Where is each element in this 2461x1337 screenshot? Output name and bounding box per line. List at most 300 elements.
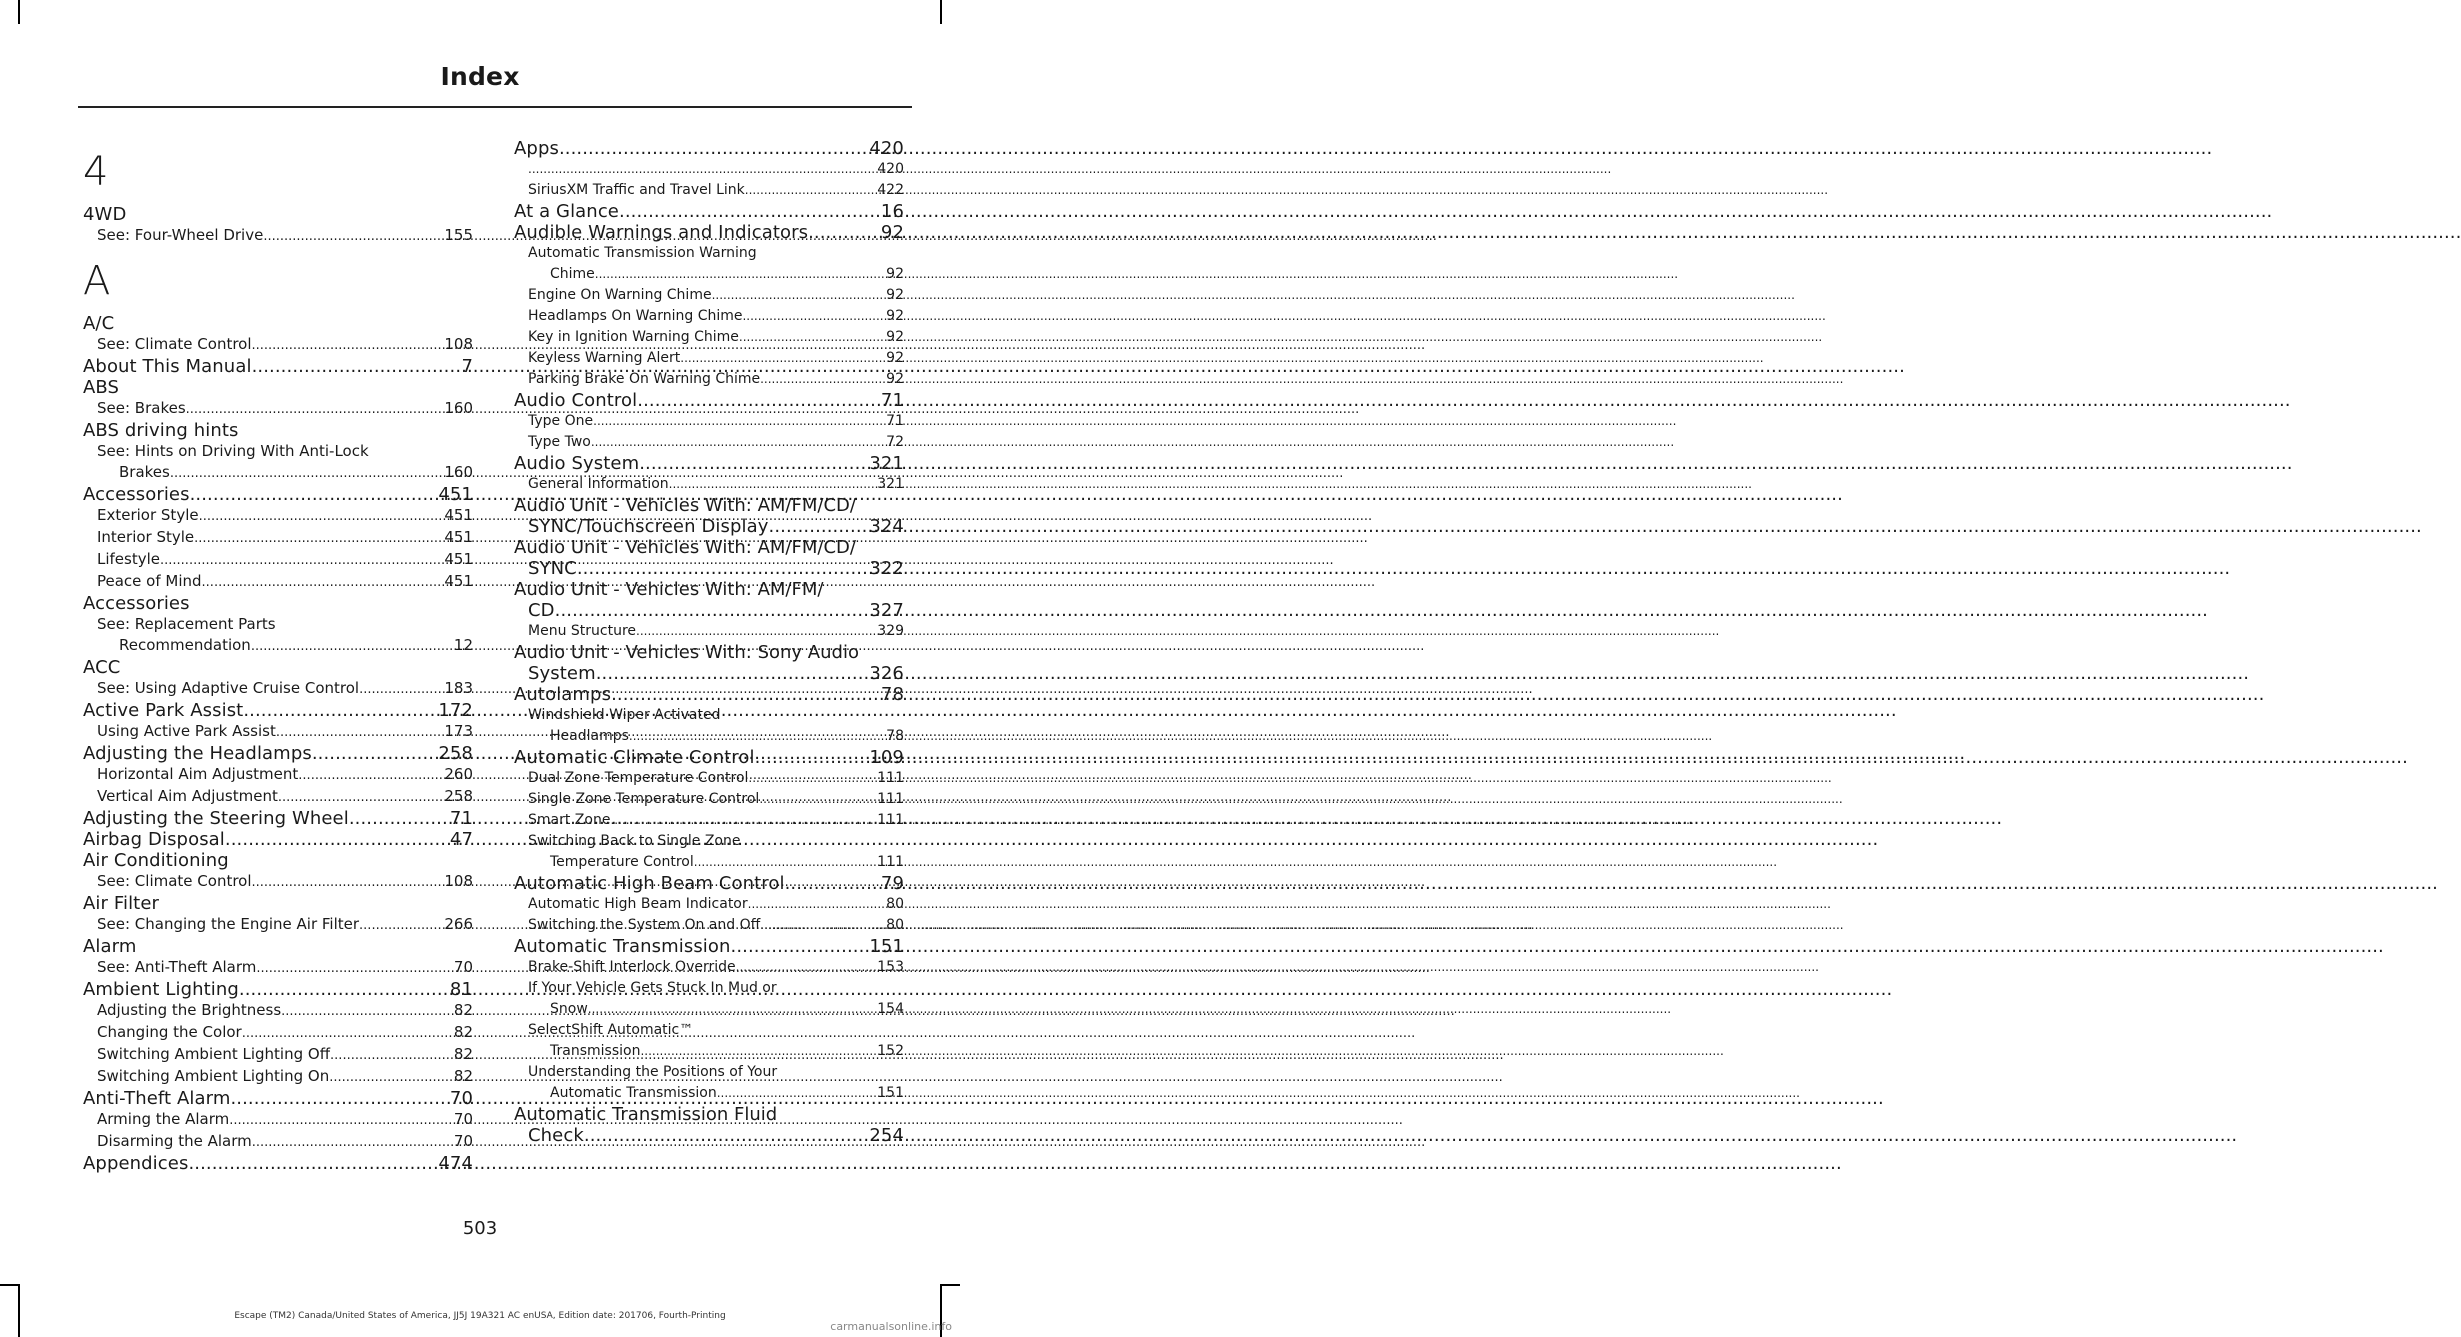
entry-label: Vertical Aim Adjustment	[97, 787, 278, 805]
entry-label: Air Conditioning	[83, 850, 229, 871]
entry-page-number: 153	[877, 959, 904, 975]
entry-label: Automatic Transmission	[514, 936, 731, 957]
entry-page-number: 151	[877, 1085, 904, 1101]
entry-page-number: 474	[438, 1153, 473, 1174]
dot-leader	[680, 348, 886, 369]
dot-leader	[359, 679, 444, 700]
index-subentry	[83, 571, 473, 593]
index-entry	[83, 593, 473, 614]
entry-label: Headlamps	[550, 728, 629, 744]
entry-label: Type One	[528, 413, 594, 429]
index-subentry	[514, 159, 904, 180]
entry-page-number: 173	[444, 722, 473, 740]
entry-label: Peace of Mind	[97, 572, 202, 590]
index-entry	[83, 829, 473, 850]
index-entry	[83, 893, 473, 914]
entry-page-number: 258	[444, 787, 473, 805]
entry-label: Adjusting the Steering Wheel	[83, 808, 349, 829]
dot-leader	[252, 335, 445, 356]
index-subentry	[514, 768, 904, 789]
entry-page-number: 260	[444, 765, 473, 783]
dot-leader	[745, 180, 878, 201]
entry-label: A/C	[83, 313, 115, 334]
dot-leader	[312, 743, 439, 764]
entry-page-number: 92	[886, 287, 904, 303]
index-entry	[514, 201, 904, 222]
index-subentry	[514, 180, 904, 201]
index-subentry	[514, 285, 904, 306]
index-entry	[83, 420, 473, 441]
entry-page-number: 92	[886, 350, 904, 366]
index-entry	[83, 700, 473, 721]
entry-page-number: 326	[869, 663, 904, 684]
dot-leader	[194, 528, 444, 549]
entry-label: Check	[528, 1125, 584, 1146]
dot-leader	[276, 722, 444, 743]
entry-page-number: 16	[880, 201, 904, 222]
entry-page-number: 111	[877, 812, 904, 828]
dot-leader	[717, 1083, 878, 1104]
index-subentry	[514, 558, 904, 579]
dot-leader	[610, 810, 877, 831]
index-subentry	[83, 549, 473, 571]
dot-leader	[242, 1023, 454, 1044]
dot-leader	[591, 432, 886, 453]
entry-label: Transmission	[550, 1043, 641, 1059]
entry-label: Menu Structure	[528, 623, 637, 639]
entry-label: ABS	[83, 377, 120, 398]
dot-leader	[629, 726, 886, 747]
entry-page-number: 82	[453, 1023, 473, 1041]
index-entry	[83, 313, 473, 334]
dot-leader	[712, 285, 887, 306]
index-entry	[83, 979, 473, 1000]
index-subentry	[83, 1109, 473, 1131]
index-subentry	[514, 306, 904, 327]
dot-leader	[186, 399, 445, 420]
index-subentry	[83, 527, 473, 549]
entry-page-number: 151	[869, 936, 904, 957]
entry-page-number: 451	[444, 550, 473, 568]
entry-page-number: 82	[453, 1045, 473, 1063]
index-subentry	[514, 369, 904, 390]
index-subentry	[83, 721, 473, 743]
entry-page-number: 92	[886, 266, 904, 282]
index-entry-line: See: Hints on Driving With Anti-Lock	[97, 442, 369, 460]
index-subentry	[514, 999, 904, 1020]
dot-leader	[636, 621, 877, 642]
dot-leader	[199, 506, 445, 527]
entry-page-number: 71	[449, 808, 473, 829]
dot-leader	[669, 474, 878, 495]
index-subentry	[514, 348, 904, 369]
entry-page-number: 108	[444, 335, 473, 353]
index-subentry	[514, 915, 904, 936]
entry-label: Autolamps	[514, 684, 612, 705]
entry-page-number: 254	[869, 1125, 904, 1146]
entry-label: Headlamps On Warning Chime	[528, 308, 743, 324]
entry-page-number: 451	[444, 528, 473, 546]
dot-leader	[759, 789, 877, 810]
index-subentry	[514, 516, 904, 537]
index-subentry	[514, 264, 904, 285]
entry-page-number: 71	[886, 413, 904, 429]
dot-leader	[595, 264, 886, 285]
dot-leader	[769, 516, 870, 537]
index-subentry	[83, 398, 473, 420]
index-subentry	[83, 764, 473, 786]
index-subentry	[514, 789, 904, 810]
entry-page-number: 152	[877, 1043, 904, 1059]
entry-label: Audio System	[514, 453, 640, 474]
entry-page-number: 82	[453, 1001, 473, 1019]
entry-label: Recommendation	[119, 636, 251, 654]
index-entry-line: Windshield Wiper Activated	[528, 707, 721, 723]
dot-leader	[808, 222, 881, 243]
entry-label: Using Active Park Assist	[97, 722, 276, 740]
index-entry	[514, 222, 904, 243]
dot-leader	[252, 872, 445, 893]
dot-leader	[593, 411, 886, 432]
dot-leader	[160, 550, 444, 571]
entry-page-number: 70	[453, 1132, 473, 1150]
dot-leader	[243, 700, 438, 721]
entry-label: Key in Ignition Warning Chime	[528, 329, 739, 345]
dot-leader	[742, 306, 886, 327]
entry-label: Dual Zone Temperature Control	[528, 770, 749, 786]
dot-leader	[528, 159, 877, 180]
entry-page-number: 422	[877, 182, 904, 198]
entry-page-number: 70	[453, 1110, 473, 1128]
page-number: 503	[462, 1218, 498, 1239]
entry-label: Active Park Assist	[83, 700, 244, 721]
index-entry-line: SelectShift Automatic™	[528, 1022, 694, 1038]
dot-leader	[329, 1067, 454, 1088]
entry-page-number: 420	[869, 138, 904, 159]
dot-leader	[748, 894, 887, 915]
entry-page-number: 92	[886, 308, 904, 324]
dot-leader	[619, 201, 881, 222]
entry-label: Switching the System On and Off	[528, 917, 761, 933]
dot-leader	[760, 915, 886, 936]
dot-leader	[229, 1110, 454, 1131]
crop-mark-top-left	[18, 0, 20, 24]
entry-page-number: 71	[880, 390, 904, 411]
entry-page-number: 155	[444, 226, 473, 244]
entry-label: Brake-Shift Interlock Override	[528, 959, 736, 975]
entry-label: Accessories	[83, 484, 190, 505]
entry-page-number: 70	[449, 1088, 473, 1109]
entry-page-number: 321	[869, 453, 904, 474]
entry-page-number: 160	[444, 399, 473, 417]
entry-label: Engine On Warning Chime	[528, 287, 712, 303]
index-subentry	[514, 726, 904, 747]
watermark: carmanualsonline.info	[830, 1320, 952, 1333]
index-entry-line: If Your Vehicle Gets Stuck In Mud or	[528, 980, 777, 996]
page-title: Index	[440, 62, 520, 91]
dot-leader	[596, 663, 870, 684]
dot-leader	[202, 572, 445, 593]
index-subentry	[514, 474, 904, 495]
dot-leader	[748, 768, 877, 789]
entry-label: CD	[528, 600, 555, 621]
index-entry-line: Switching Back to Single Zone	[528, 833, 741, 849]
dot-leader	[694, 852, 878, 873]
index-subentry	[83, 635, 473, 657]
entry-page-number: 451	[444, 506, 473, 524]
entry-label: See: Climate Control	[97, 872, 252, 890]
dot-leader	[188, 1153, 438, 1174]
dot-leader	[588, 999, 877, 1020]
index-subentry	[514, 894, 904, 915]
entry-label: See: Brakes	[97, 399, 186, 417]
dot-leader	[639, 453, 869, 474]
index-subentry	[83, 678, 473, 700]
dot-leader	[359, 915, 444, 936]
entry-page-number: 266	[444, 915, 473, 933]
entry-label: ACC	[83, 657, 121, 678]
entry-label: Audio Control	[514, 390, 638, 411]
entry-label: Keyless Warning Alert	[528, 350, 681, 366]
index-entry-line: Audio Unit - Vehicles With: Sony Audio	[514, 642, 859, 663]
index-entry	[514, 873, 904, 894]
index-subentry	[514, 432, 904, 453]
index-subentry	[83, 225, 473, 247]
index-subentry	[514, 600, 904, 621]
entry-page-number: 92	[886, 371, 904, 387]
dot-leader	[349, 808, 450, 829]
entry-page-number: 92	[880, 222, 904, 243]
entry-label: SYNC	[528, 558, 577, 579]
entry-label: Switching Ambient Lighting Off	[97, 1045, 331, 1063]
entry-page-number: 109	[869, 747, 904, 768]
dot-leader	[755, 747, 870, 768]
crop-mark-bottom-right-h	[940, 1284, 960, 1286]
entry-label: ABS driving hints	[83, 420, 239, 441]
entry-label: Interior Style	[97, 528, 195, 546]
entry-label: Apps	[514, 138, 559, 159]
entry-page-number: 111	[877, 770, 904, 786]
entry-label: Type Two	[528, 434, 591, 450]
entry-page-number: 12	[453, 636, 473, 654]
index-subentry	[514, 411, 904, 432]
index-entry-line: Audio Unit - Vehicles With: AM/FM/CD/	[514, 537, 856, 558]
index-entry-line: Audio Unit - Vehicles With: AM/FM/	[514, 579, 824, 600]
index-entry-line: Understanding the Positions of Your	[528, 1064, 778, 1080]
dot-leader	[281, 1001, 454, 1022]
index-entry	[83, 204, 473, 225]
entry-page-number: 258	[438, 743, 473, 764]
index-entry	[83, 484, 473, 505]
index-subentry	[83, 505, 473, 527]
index-entry	[83, 850, 473, 871]
index-subentry	[514, 852, 904, 873]
entry-label: Adjusting the Brightness	[97, 1001, 282, 1019]
entry-label: Automatic Climate Control	[514, 747, 755, 768]
dot-leader	[251, 636, 454, 657]
index-entry	[514, 453, 904, 474]
entry-page-number: 80	[886, 917, 904, 933]
dot-leader	[252, 1132, 454, 1153]
dot-leader	[225, 829, 450, 850]
index-section-letter: 4	[83, 149, 109, 195]
dot-leader	[584, 1125, 869, 1146]
index-subentry	[83, 786, 473, 808]
entry-label: System	[528, 663, 596, 684]
index-subentry	[514, 810, 904, 831]
entry-page-number: 329	[877, 623, 904, 639]
entry-label: Arming the Alarm	[97, 1110, 230, 1128]
entry-page-number: 78	[886, 728, 904, 744]
entry-label: See: Climate Control	[97, 335, 252, 353]
index-column-right	[514, 138, 904, 1146]
entry-label: Parking Brake On Warning Chime	[528, 371, 761, 387]
index-subentry	[83, 1000, 473, 1022]
entry-page-number: 324	[869, 516, 904, 537]
entry-page-number: 160	[444, 463, 473, 481]
entry-page-number: 92	[886, 329, 904, 345]
entry-page-number: 47	[449, 829, 473, 850]
index-entry	[83, 743, 473, 764]
index-entry	[83, 1153, 473, 1174]
entry-label: Alarm	[83, 936, 137, 957]
entry-label: SiriusXM Traffic and Travel Link	[528, 182, 745, 198]
entry-label: Changing the Color	[97, 1023, 242, 1041]
dot-leader	[230, 1088, 449, 1109]
entry-page-number: 80	[886, 896, 904, 912]
index-entry	[514, 747, 904, 768]
index-subentry	[514, 621, 904, 642]
entry-label: SYNC/Touchscreen Display	[528, 516, 769, 537]
entry-label: See: Anti-Theft Alarm	[97, 958, 257, 976]
entry-page-number: 183	[444, 679, 473, 697]
entry-label: About This Manual	[83, 356, 252, 377]
entry-page-number: 82	[453, 1067, 473, 1085]
dot-leader	[252, 356, 462, 377]
entry-label: Ambient Lighting	[83, 979, 239, 1000]
index-entry	[83, 356, 473, 377]
entry-label: Adjusting the Headlamps	[83, 743, 312, 764]
entry-label: See: Changing the Engine Air Filter	[97, 915, 360, 933]
index-entry	[83, 1088, 473, 1109]
entry-page-number: 327	[869, 600, 904, 621]
entry-label: Smart Zone	[528, 812, 611, 828]
entry-label: See: Four-Wheel Drive	[97, 226, 264, 244]
index-subentry	[83, 957, 473, 979]
entry-page-number: 79	[880, 873, 904, 894]
index-entry	[83, 657, 473, 678]
dot-leader	[298, 765, 444, 786]
dot-leader	[559, 138, 869, 159]
entry-label: Audible Warnings and Indicators	[514, 222, 809, 243]
dot-leader	[739, 327, 886, 348]
index-subentry	[514, 327, 904, 348]
entry-label: Air Filter	[83, 893, 160, 914]
index-entry	[514, 390, 904, 411]
index-entry	[514, 138, 904, 159]
entry-page-number: 70	[453, 958, 473, 976]
index-section-letter: A	[83, 258, 111, 304]
entry-page-number: 321	[877, 476, 904, 492]
entry-page-number: 154	[877, 1001, 904, 1017]
entry-label: See: Using Adaptive Cruise Control	[97, 679, 360, 697]
dot-leader	[330, 1045, 454, 1066]
index-entry	[83, 936, 473, 957]
entry-label: Appendices	[83, 1153, 189, 1174]
index-entry-line: Automatic Transmission Warning	[528, 245, 757, 261]
index-subentry	[83, 1044, 473, 1066]
entry-label: Chime	[550, 266, 595, 282]
dot-leader	[577, 558, 869, 579]
index-column-left	[83, 138, 473, 1174]
entry-label: Exterior Style	[97, 506, 199, 524]
footer-edition-info: Escape (TM2) Canada/United States of America, JJ5J 19A321 AC enUSA, Edition date: 201706, Fourth-Printing	[234, 1311, 726, 1321]
entry-page-number: 322	[869, 558, 904, 579]
entry-page-number: 78	[880, 684, 904, 705]
entry-page-number: 420	[877, 161, 904, 177]
dot-leader	[170, 463, 445, 484]
entry-page-number: 7	[461, 356, 473, 377]
entry-label: Automatic High Beam Control	[514, 873, 785, 894]
entry-page-number: 172	[438, 700, 473, 721]
entry-label: Switching Ambient Lighting On	[97, 1067, 330, 1085]
index-subentry	[514, 957, 904, 978]
index-entry	[83, 377, 473, 398]
entry-page-number: 111	[877, 791, 904, 807]
index-subentry	[83, 914, 473, 936]
entry-label: General Information	[528, 476, 669, 492]
dot-leader	[263, 226, 444, 247]
dot-leader	[256, 958, 454, 979]
entry-label: Airbag Disposal	[83, 829, 225, 850]
dot-leader	[637, 390, 881, 411]
index-entry	[514, 936, 904, 957]
entry-label: Accessories	[83, 593, 190, 614]
dot-leader	[785, 873, 881, 894]
index-subentry	[514, 663, 904, 684]
entry-label: Snow	[550, 1001, 588, 1017]
entry-label: Anti-Theft Alarm	[83, 1088, 231, 1109]
entry-label: Lifestyle	[97, 550, 161, 568]
index-subentry	[83, 334, 473, 356]
dot-leader	[731, 936, 870, 957]
entry-label: At a Glance	[514, 201, 619, 222]
index-subentry	[514, 1125, 904, 1146]
dot-leader	[555, 600, 870, 621]
entry-page-number: 451	[438, 484, 473, 505]
index-subentry	[514, 1083, 904, 1104]
header-divider	[78, 106, 912, 108]
index-entry-line: See: Replacement Parts	[97, 615, 276, 633]
entry-page-number: 451	[444, 572, 473, 590]
entry-page-number: 108	[444, 872, 473, 890]
entry-label: Horizontal Aim Adjustment	[97, 765, 299, 783]
index-entry-line: Audio Unit - Vehicles With: AM/FM/CD/	[514, 495, 856, 516]
entry-label: Brakes	[119, 463, 170, 481]
dot-leader	[736, 957, 878, 978]
entry-label: Temperature Control	[550, 854, 694, 870]
dot-leader	[760, 369, 886, 390]
entry-label: Disarming the Alarm	[97, 1132, 252, 1150]
crop-mark-bottom-left-h	[0, 1284, 20, 1286]
index-subentry	[83, 1022, 473, 1044]
entry-label: 4WD	[83, 204, 127, 225]
index-subentry	[83, 871, 473, 893]
dot-leader	[239, 979, 450, 1000]
index-subentry	[83, 1131, 473, 1153]
entry-page-number: 81	[449, 979, 473, 1000]
index-entry-line: Automatic Transmission Fluid	[514, 1104, 778, 1125]
